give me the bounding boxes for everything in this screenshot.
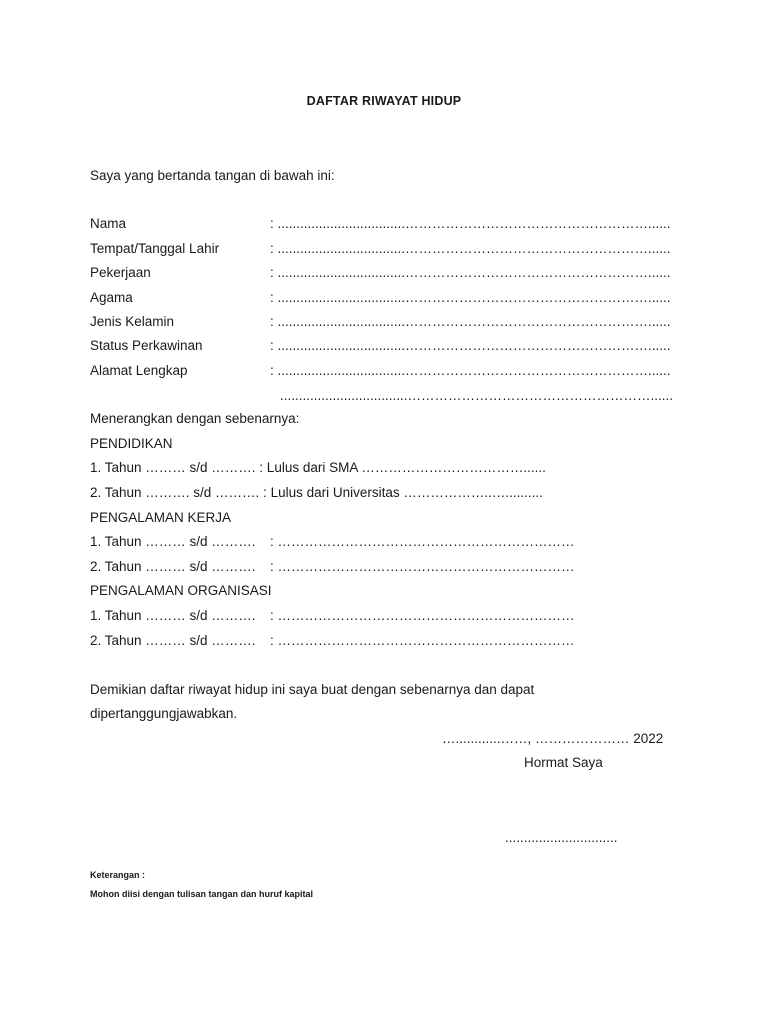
- field-label-nama: Nama: [90, 216, 127, 231]
- field-value-alamat-lengkap: : ..................................………………………………………………......: [270, 363, 671, 378]
- field-value-agama: : ..................................………………………………………………......: [270, 290, 671, 305]
- education-row-1: 1. Tahun ……… s/d ………. : Lulus dari SMA ………………………………......: [90, 460, 546, 475]
- place-date: …............……, ………………… 2022: [442, 731, 664, 746]
- closing-statement-line-1: Demikian daftar riwayat hidup ini saya buat dengan sebenarnya dan dapat: [90, 682, 535, 697]
- address-continuation-line: ..................................………………………………………………......: [280, 388, 674, 403]
- closing-statement-line-2: dipertanggungjawabkan.: [90, 706, 238, 721]
- organization-row-2-detail: : …………………………………………………………: [270, 633, 575, 648]
- signature-line: ..............................: [505, 830, 618, 845]
- field-label-status-perkawinan: Status Perkawinan: [90, 338, 203, 353]
- regards-text: Hormat Saya: [524, 755, 603, 770]
- organization-row-1-detail: : …………………………………………………………: [270, 608, 575, 623]
- work-row-2-period: 2. Tahun ……… s/d ……….: [90, 559, 256, 574]
- note-text: Mohon diisi dengan tulisan tangan dan huruf kapital: [90, 889, 314, 899]
- work-heading: PENGALAMAN KERJA: [90, 510, 232, 525]
- work-row-2-detail: : …………………………………………………………: [270, 559, 575, 574]
- field-value-jenis-kelamin: : ..................................………………………………………………......: [270, 314, 671, 329]
- work-row-1-detail: : …………………………………………………………: [270, 534, 575, 549]
- organization-row-2-period: 2. Tahun ……… s/d ……….: [90, 633, 256, 648]
- declaration-text: Menerangkan dengan sebenarnya:: [90, 411, 300, 426]
- field-label-agama: Agama: [90, 290, 133, 305]
- education-heading: PENDIDIKAN: [90, 436, 173, 451]
- education-row-2: 2. Tahun ………. s/d ………. : Lulus dari Universitas ………………..…..........: [90, 485, 543, 500]
- field-label-pekerjaan: Pekerjaan: [90, 265, 151, 280]
- field-value-pekerjaan: : ..................................………………………………………………......: [270, 265, 671, 280]
- field-label-tempat-tanggal-lahir: Tempat/Tanggal Lahir: [90, 241, 220, 256]
- document-title: DAFTAR RIWAYAT HIDUP: [306, 94, 462, 108]
- field-value-nama: : ..................................………………………………………………......: [270, 216, 671, 231]
- intro-text: Saya yang bertanda tangan di bawah ini:: [90, 168, 335, 183]
- field-value-status-perkawinan: : ..................................………………………………………………......: [270, 338, 671, 353]
- field-label-jenis-kelamin: Jenis Kelamin: [90, 314, 175, 329]
- organization-heading: PENGALAMAN ORGANISASI: [90, 583, 272, 598]
- organization-row-1-period: 1. Tahun ……… s/d ……….: [90, 608, 256, 623]
- note-heading: Keterangan :: [90, 870, 146, 880]
- work-row-1-period: 1. Tahun ……… s/d ……….: [90, 534, 256, 549]
- field-value-tempat-tanggal-lahir: : ..................................………………………………………………......: [270, 241, 671, 256]
- field-label-alamat-lengkap: Alamat Lengkap: [90, 363, 188, 378]
